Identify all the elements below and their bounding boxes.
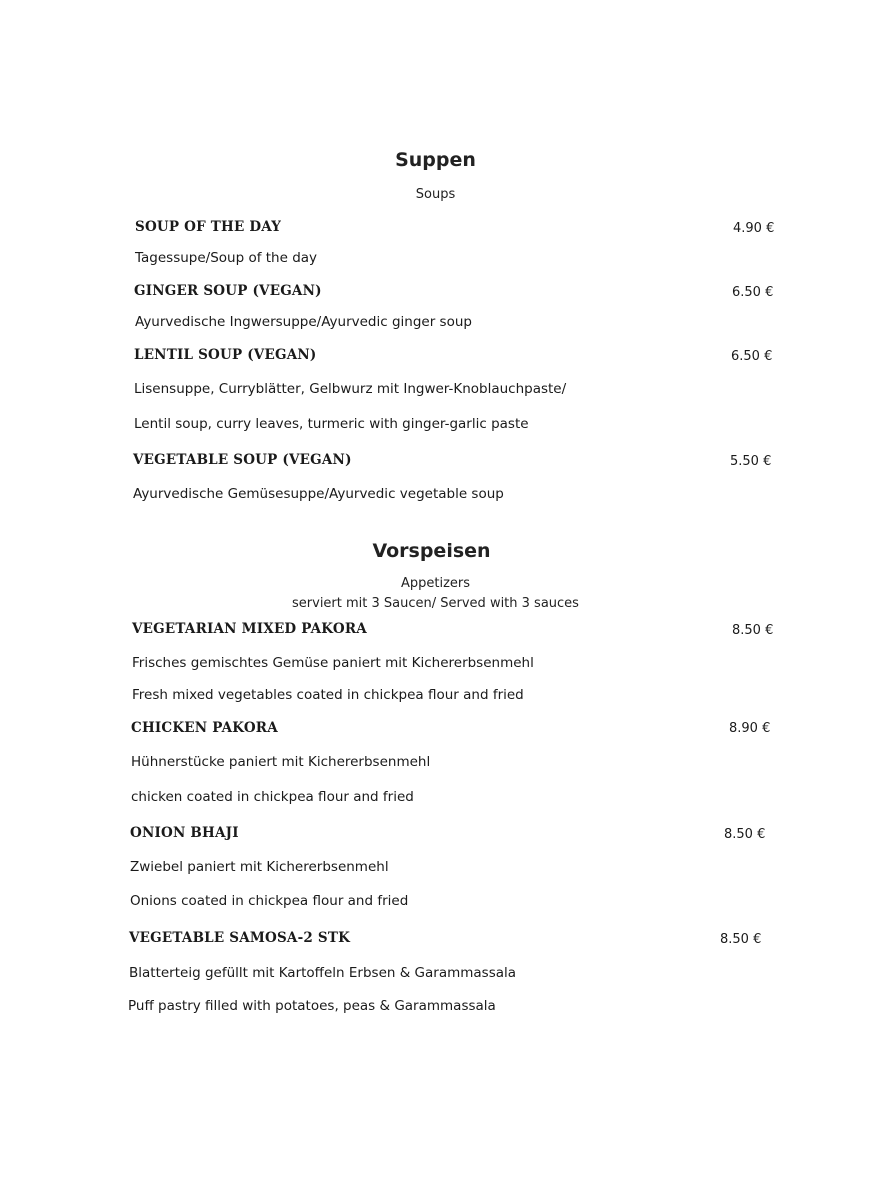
item-desc-soup-of-the-day: Tagessupe/Soup of the day bbox=[135, 250, 318, 266]
section-subtitle-soups: Soups bbox=[415, 187, 456, 202]
section-title-soups: Suppen bbox=[395, 149, 476, 171]
item-desc-lentil-soup-de: Lisensuppe, Curryblätter, Gelbwurz mit Ingwer-Knoblauchpaste/ bbox=[134, 381, 567, 397]
item-desc-vegetarian-mixed-pakora-en: Fresh mixed vegetables coated in chickpea flour and fried bbox=[132, 687, 524, 703]
item-price-vegetarian-mixed-pakora: 8.50 € bbox=[732, 623, 774, 638]
item-name-vegetarian-mixed-pakora: VEGETARIAN MIXED PAKORA bbox=[132, 621, 367, 637]
item-desc-vegetable-soup: Ayurvedische Gemüsesuppe/Ayurvedic vegetable soup bbox=[133, 486, 504, 502]
item-price-ginger-soup: 6.50 € bbox=[732, 285, 774, 300]
item-desc-chicken-pakora-en: chicken coated in chickpea flour and fried bbox=[131, 789, 414, 805]
item-desc-ginger-soup: Ayurvedische Ingwersuppe/Ayurvedic ginger soup bbox=[135, 314, 472, 330]
item-price-vegetable-samosa: 8.50 € bbox=[720, 932, 762, 947]
item-desc-vegetable-samosa-en: Puff pastry filled with potatoes, peas & Garammassala bbox=[128, 998, 496, 1014]
item-name-onion-bhaji: ONION BHAJI bbox=[130, 825, 239, 841]
item-name-ginger-soup: GINGER SOUP (VEGAN) bbox=[134, 283, 322, 299]
item-desc-vegetarian-mixed-pakora-de: Frisches gemischtes Gemüse paniert mit Kichererbsenmehl bbox=[132, 655, 534, 671]
item-price-lentil-soup: 6.50 € bbox=[731, 349, 773, 364]
item-desc-vegetable-samosa-de: Blatterteig gefüllt mit Kartoffeln Erbsen & Garammassala bbox=[129, 965, 517, 981]
item-name-chicken-pakora: CHICKEN PAKORA bbox=[131, 720, 278, 736]
section-note-sauces: serviert mit 3 Saucen/ Served with 3 sauces bbox=[292, 596, 579, 611]
section-title-appetizers: Vorspeisen bbox=[372, 540, 491, 562]
section-subtitle-appetizers: Appetizers bbox=[400, 576, 471, 591]
item-desc-chicken-pakora-de: Hühnerstücke paniert mit Kichererbsenmehl bbox=[131, 754, 431, 770]
item-price-vegetable-soup: 5.50 € bbox=[730, 454, 772, 469]
item-name-vegetable-soup: VEGETABLE SOUP (VEGAN) bbox=[133, 452, 352, 468]
item-desc-onion-bhaji-de: Zwiebel paniert mit Kichererbsenmehl bbox=[130, 859, 389, 875]
item-name-lentil-soup: LENTIL SOUP (VEGAN) bbox=[134, 347, 317, 363]
item-price-soup-of-the-day: 4.90 € bbox=[733, 221, 775, 236]
item-price-chicken-pakora: 8.90 € bbox=[729, 721, 771, 736]
item-desc-lentil-soup-en: Lentil soup, curry leaves, turmeric with ginger-garlic paste bbox=[134, 416, 529, 432]
item-desc-onion-bhaji-en: Onions coated in chickpea flour and fried bbox=[130, 893, 409, 909]
item-price-onion-bhaji: 8.50 € bbox=[724, 827, 766, 842]
item-name-vegetable-samosa: VEGETABLE SAMOSA-2 STK bbox=[129, 930, 351, 946]
item-name-soup-of-the-day: SOUP OF THE DAY bbox=[135, 219, 282, 235]
